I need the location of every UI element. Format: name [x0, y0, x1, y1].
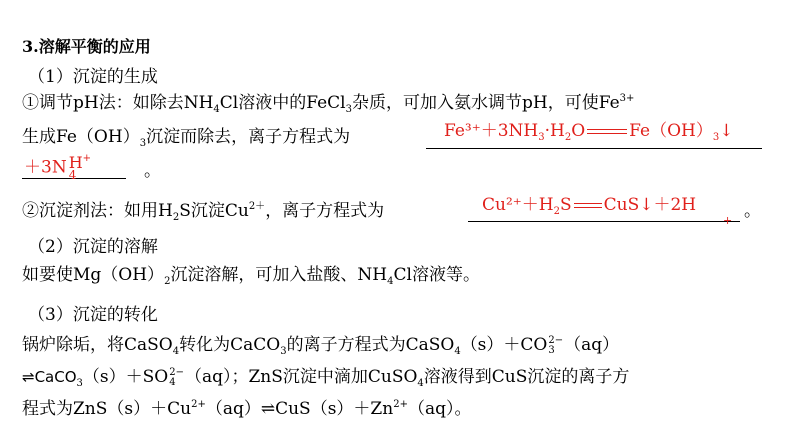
text: 沉淀而除去，离子方程式为	[146, 127, 351, 147]
text: ⇌CaCO	[22, 368, 77, 386]
superscript: 3+	[619, 93, 635, 104]
heading-number: 3	[22, 37, 34, 56]
answer-blank-1	[426, 148, 762, 149]
superscript: 2＋	[248, 201, 266, 212]
text: ·H	[544, 121, 565, 141]
heading-text: .溶解平衡的应用	[33, 37, 151, 56]
subscript: 4	[213, 104, 220, 115]
text: （aq）⇌CuS（s）＋Zn	[205, 399, 394, 419]
subscript: 3	[538, 132, 545, 143]
superscript: 2+	[191, 399, 206, 410]
answer-equation-2	[482, 194, 696, 216]
subscript: 2	[553, 206, 560, 217]
conversion-line-3	[22, 398, 471, 420]
text: H	[68, 153, 83, 172]
subsection-conversion-title: （3）沉淀的转化	[28, 305, 158, 325]
dissolution-line	[22, 264, 480, 286]
text: 程式为ZnS（s）＋Cu	[22, 399, 192, 419]
text: 溶液得到CuS沉淀的离子方	[423, 367, 630, 387]
answer-equation-1	[444, 120, 733, 142]
text: （aq）	[564, 335, 620, 355]
text: 锅炉除垢，将CaSO	[22, 335, 173, 355]
subscript: 3	[712, 132, 720, 143]
text: CuS↓＋2H	[603, 195, 697, 215]
text: S	[559, 195, 572, 215]
text: 生成Fe（OH）	[22, 127, 140, 147]
subscript: 2	[172, 212, 180, 223]
subscript: 3	[76, 378, 83, 389]
text: （s）＋CO	[460, 335, 548, 355]
subscript: 2	[564, 132, 572, 143]
subscript: 4	[68, 168, 77, 182]
subscript: 4	[387, 276, 394, 287]
subscript: 4	[169, 376, 176, 388]
text: 沉淀溶解，可加入盐酸、NH	[170, 265, 388, 285]
text: Cl溶液等。	[393, 265, 480, 285]
subscript: 4	[172, 346, 180, 357]
text: 杂质，可加入氨水调节pH，可使Fe	[352, 93, 620, 113]
answer-blank-3	[468, 221, 740, 222]
ph-method-line-1	[22, 92, 634, 114]
text: ②沉淀剂法：如用H	[22, 201, 173, 221]
subscript: 3	[280, 346, 287, 357]
section-heading	[22, 36, 151, 58]
superscript: +	[82, 153, 92, 164]
conversion-line-2	[22, 366, 629, 388]
superscript: 2−	[548, 334, 564, 346]
text: S沉淀Cu	[179, 201, 249, 221]
text: ＋3N	[24, 157, 67, 178]
equals-sign	[572, 201, 604, 211]
ph-method-line-2	[22, 126, 350, 148]
text: Fe（OH）	[629, 121, 713, 141]
line-end-period: 。	[144, 161, 161, 181]
subsection-dissolution-title: （2）沉淀的溶解	[28, 237, 158, 257]
subscript: 3	[345, 104, 352, 115]
sulfate-charge	[169, 368, 184, 388]
subsection-formation-title: （1）沉淀的生成	[28, 67, 158, 87]
nh4-ion	[68, 153, 92, 182]
text: （aq）；ZnS沉淀中滴加CuSO	[184, 367, 418, 387]
subscript: 2	[164, 276, 171, 287]
carbonate-charge	[548, 336, 563, 356]
text: （aq）。	[407, 399, 472, 419]
superscript: 2−	[169, 366, 184, 378]
text: （s）＋SO	[82, 367, 169, 387]
subscript: 3	[548, 344, 555, 356]
text: Cu²⁺＋H	[482, 195, 554, 215]
answer-equation-1-cont	[24, 153, 92, 182]
text: 如要使Mg（OH）	[22, 265, 165, 285]
subscript: 4	[454, 346, 461, 357]
text: ，离子方程式为	[265, 201, 385, 221]
text: ①调节pH法：如除去NH	[22, 93, 214, 113]
text: 转化为CaCO	[179, 335, 281, 355]
text: Cl溶液中的FeCl	[219, 93, 346, 113]
subscript: 3	[139, 138, 147, 149]
line-end-period: 。	[744, 201, 761, 221]
text: 的离子方程式为CaSO	[286, 335, 455, 355]
conversion-line-1	[22, 334, 619, 356]
text: Fe³⁺＋3NH	[444, 121, 539, 141]
superscript: 2+	[393, 399, 408, 410]
subscript: 4	[417, 378, 424, 389]
answer-plus-sign: +	[723, 214, 733, 227]
text: ↓	[719, 121, 734, 141]
equals-sign	[585, 127, 629, 137]
text: O	[571, 121, 586, 141]
precipitant-method-line	[22, 200, 384, 222]
